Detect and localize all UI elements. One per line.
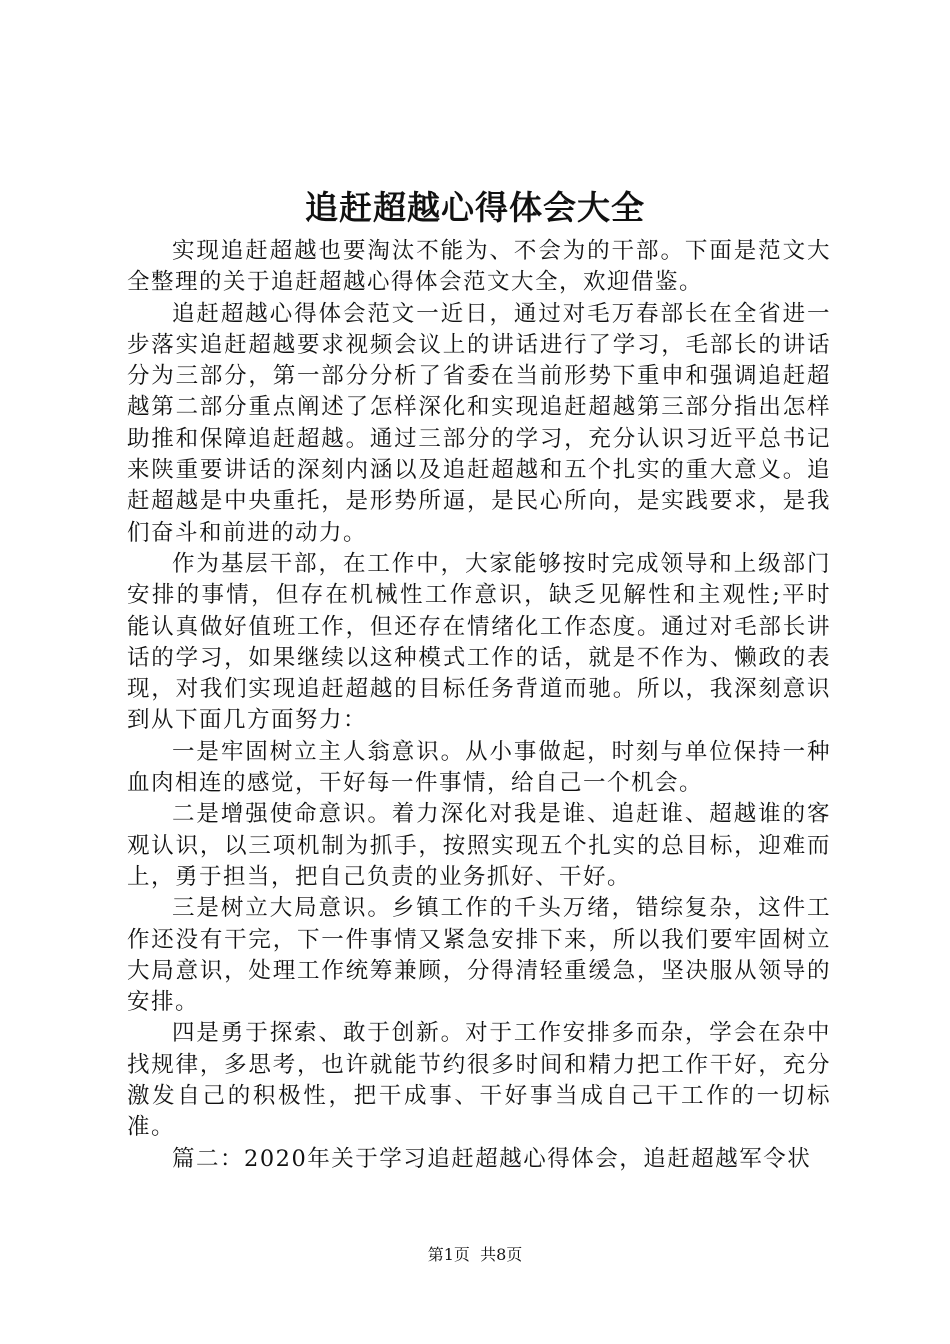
- document-body: [127, 236, 831, 1175]
- document-title: 追赶超越心得体会大全: [305, 188, 645, 227]
- page-total: 共8页: [480, 1245, 523, 1264]
- page-footer: [0, 1244, 950, 1266]
- paragraph-point-three: 三是树立大局意识。乡镇工作的千头万绪，错综复杂，这件工作还没有干完，下一件事情又紧急安排下来，所以我们要牢固树立大局意识，处理工作统筹兼顾，分得清轻重缓急，坚决服从领导的安排。: [127, 895, 831, 1016]
- page-number: 第1页: [427, 1245, 470, 1264]
- paragraph-point-four: 四是勇于探索、敢于创新。对于工作安排多而杂，学会在杂中找规律，多思考，也许就能节约很多时间和精力把工作干好，充分激发自己的积极性，把干成事、干好事当成自己干工作的一切标准。: [127, 1020, 831, 1141]
- paragraph-grassroots-cadre: 作为基层干部，在工作中，大家能够按时完成领导和上级部门安排的事情，但存在机械性工作意识，缺乏见解性和主观性;平时能认真做好值班工作，但还存在情绪化工作态度。通过对毛部长讲话的学习，如果继续以这种模式工作的话，就是不作为、懒政的表现，对我们实现追赶超越的目标任务背道而驰。所以，我深刻意识到从下面几方面努力：: [127, 550, 831, 734]
- paragraph-point-one: 一是牢固树立主人翁意识。从小事做起，时刻与单位保持一种血肉相连的感觉，干好每一件事情，给自己一个机会。: [127, 738, 831, 797]
- paragraph-point-two: 二是增强使命意识。着力深化对我是谁、追赶谁、超越谁的客观认识，以三项机制为抓手，按照实现五个扎实的总目标，迎难而上，勇于担当，把自己负责的业务抓好、干好。: [127, 801, 831, 890]
- paragraph-sample-one: 追赶超越心得体会范文一近日，通过对毛万春部长在全省进一步落实追赶超越要求视频会议上的讲话进行了学习，毛部长的讲话分为三部分，第一部分分析了省委在当前形势下重申和强调追赶超越第二部分重点阐述了怎样深化和实现追赶超越第三部分指出怎样助推和保障追赶超越。通过三部分的学习，充分认识习近平总书记来陕重要讲话的深刻内涵以及追赶超越和五个扎实的重大意义。追赶超越是中央重托，是形势所逼，是民心所向，是实践要求，是我们奋斗和前进的动力。: [127, 300, 831, 546]
- paragraph-intro: 实现追赶超越也要淘汰不能为、不会为的干部。下面是范文大全整理的关于追赶超越心得体会范文大全，欢迎借鉴。: [127, 238, 831, 296]
- paragraph-section-two-heading: 篇二：2020年关于学习追赶超越心得体会，追赶超越军令状: [172, 1145, 812, 1172]
- footer-spacer: [470, 1245, 480, 1264]
